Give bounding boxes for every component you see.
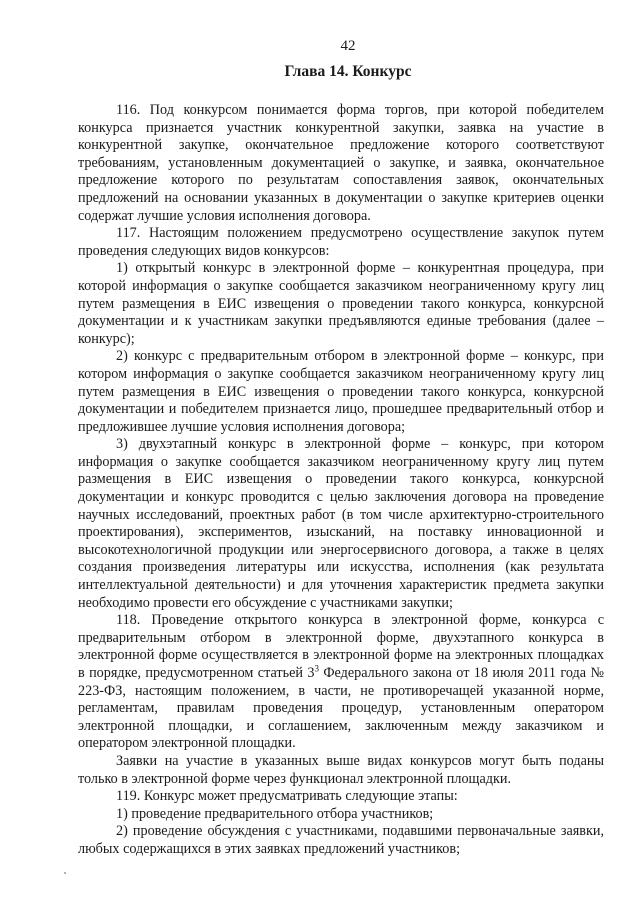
chapter-title: Глава 14. Конкурс [284, 63, 412, 80]
paragraph-116: 116. Под конкурсом понимается форма торгов, при которой победителем конкурса признается участник конкурентной закупки, заявка на участие в конкурентной закупке, окончательное предложение которого соответствуют требованиям, установленным документацией о закупке, и заявка, окончательное предложение которого по результатам сопоставления заявок, окончательных предложений на основании указанных в документации о закупке критериев оценки содержат лучшие условия исполнения договора. [78, 102, 604, 224]
paragraph-118-text-before: 118. Проведение открытого конкурса в электронной форме, конкурса с предварительным отбором в электронной форме, двухэтапного конкурса в электронной форме осуществляется в электронной форме на электронных площадках в порядке, предусмотренном статьей 3 [78, 612, 604, 681]
paragraph-118-text-after: Федерального закона от 18 июля 2011 года № 223-ФЗ, настоящим положением, в части, не противоречащей указанной норме, регламентам, правилам проведения процедур, установленным оператором электронной площадки, и соглашением, заключенным между заказчиком и оператором электронной площадки. [78, 665, 604, 752]
paragraph-117-item-3: 3) двухэтапный конкурс в электронной форме – конкурс, при котором информация о закупке сообщается заказчиком неограниченному кругу лиц путем размещения в ЕИС извещения о проведении такого конкурса, конкурсной документации и конкурс проводится с целью заключения договора на проведение научных исследований, проектных работ (в том числе архитектурно-строительного проектирования), экспериментов, изысканий, на поставку инновационной и высокотехнологичной продукции или энергосервисного договора, а также в целях создания произведения литературы или искусства, исполнения (как результата интеллектуальной деятельности) и для уточнения характеристик предмета закупки необходимо провести его обсуждение с участниками закупки; [78, 436, 604, 611]
scan-speck [64, 872, 66, 874]
paragraph-119: 119. Конкурс может предусматривать следующие этапы: [116, 788, 458, 805]
paragraph-119-item-2: 2) проведение обсуждения с участниками, подавшими первоначальные заявки, любых содержащихся в этих заявках предложений участников; [78, 823, 604, 857]
article-superscript: 3 [314, 663, 319, 674]
paragraph-118 [78, 612, 604, 753]
page-number: 42 [340, 38, 356, 54]
paragraph-applications: Заявки на участие в указанных выше видах конкурсов могут быть поданы только в электронной форме через функционал электронной площадки. [78, 752, 604, 787]
paragraph-117-item-2: 2) конкурс с предварительным отбором в электронной форме – конкурс, при котором информация о закупке сообщается заказчиком неограниченному кругу лиц путем размещения в ЕИС извещения о проведении такого конкурса, конкурсной документации и победителем признается лицо, прошедшее предварительный отбор и предложившее лучшие условия исполнения договора; [78, 348, 604, 435]
document-page [78, 36, 604, 859]
paragraph-117: 117. Настоящим положением предусмотрено осуществление закупок путем проведения следующих видов конкурсов: [78, 225, 604, 259]
paragraph-117-item-1: 1) открытый конкурс в электронной форме – конкурентная процедура, при которой информация о закупке сообщается заказчиком неограниченному кругу лиц путем размещения в ЕИС извещения о проведении такого конкурса, конкурсной документации и к участникам закупки предъявляются единые требования (далее – конкурс); [78, 260, 604, 347]
paragraph-119-item-1: 1) проведение предварительного отбора участников; [116, 805, 434, 822]
